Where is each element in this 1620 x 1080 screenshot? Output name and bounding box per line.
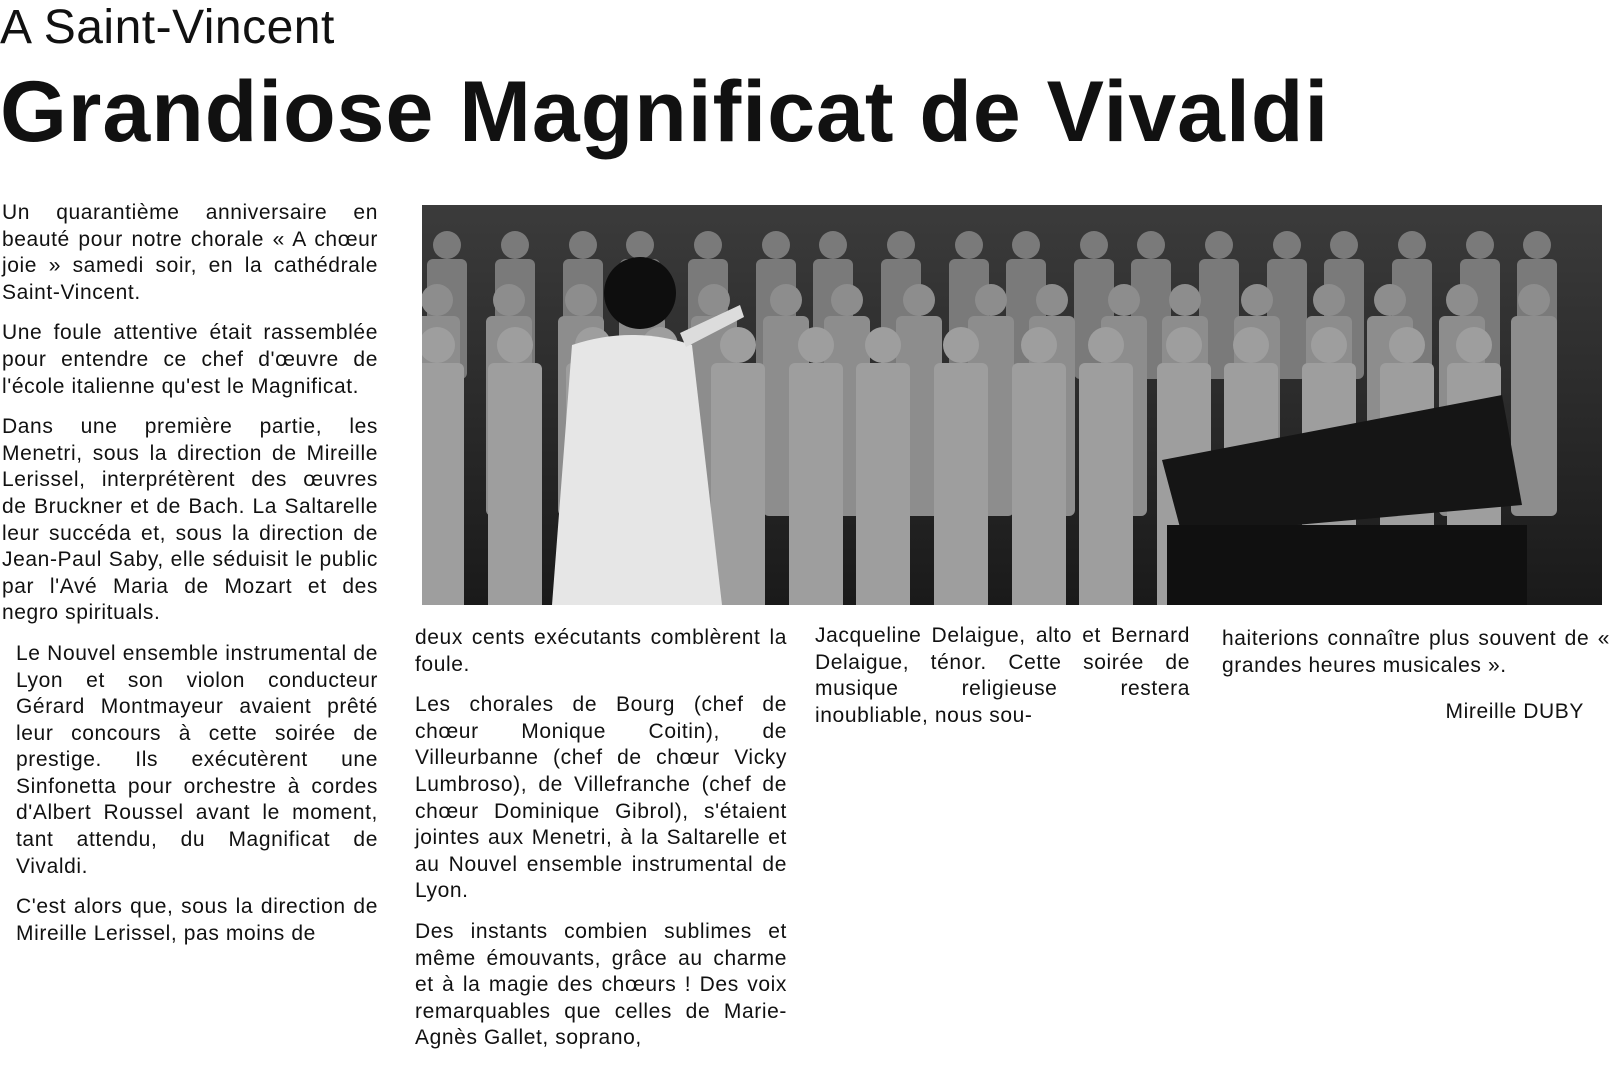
chorister-head <box>1036 284 1068 316</box>
paragraph: Les chorales de Bourg (chef de chœur Monique Coitin), de Villeurbanne (chef de chœur Vicky Lumbroso), de Villefranche (chef de chœur Dominique Gibrol), s'étaient jointes aux Menetri, à la Saltarelle et au Nouvel ensemble instrumental de Lyon. <box>415 693 787 903</box>
chorister-head <box>1389 327 1425 363</box>
chorister-robe <box>1012 363 1066 605</box>
paragraph: deux cents exécutants comblèrent la foule. <box>415 626 787 676</box>
paragraph: haiterions connaître plus souvent de « grandes heures musicales ». <box>1222 627 1610 677</box>
chorister-head <box>694 231 722 259</box>
chorister-head <box>1205 231 1233 259</box>
paragraph: Une foule attentive était rassemblée pour entendre ce chef d'œuvre de l'école italienne qu'est le Magnificat. <box>2 321 378 398</box>
paragraph: Des instants combien sublimes et même émouvants, grâce au charme et à la magie des chœurs ! Des voix remarquables que celles de Marie-Agnès Gallet, soprano, <box>415 919 787 1050</box>
choir-photo <box>422 205 1602 605</box>
chorister-robe <box>1079 363 1133 605</box>
paragraph: Un quarantième anniversaire en beauté pour notre chorale « A chœur joie » samedi soir, en la cathédrale Saint-Vincent. <box>2 201 378 304</box>
chorister-robe <box>934 363 988 605</box>
chorister-head <box>501 231 529 259</box>
paragraph: Dans une première partie, les Menetri, sous la direction de Mireille Lerissel, interprétèrent des œuvres de Bruckner et de Bach. La Saltarelle leur succéda et, sous la direction de Jean-Paul Saby, elle séduisit le public par l'Avé Maria de Mozart et des negro spirituals. <box>2 415 378 625</box>
chorister-head <box>1330 231 1358 259</box>
article-headline: Grandiose Magnificat de Vivaldi <box>0 64 1330 160</box>
chorister-head <box>955 231 983 259</box>
chorister-head <box>975 284 1007 316</box>
chorister-head <box>1233 327 1269 363</box>
paragraph: C'est alors que, sous la direction de Mireille Lerissel, pas moins de <box>16 895 378 945</box>
article-byline: Mireille DUBY <box>1445 700 1584 724</box>
chorister-head <box>497 327 533 363</box>
chorister-head <box>698 284 730 316</box>
chorister-head <box>433 231 461 259</box>
chorister-head <box>1108 284 1140 316</box>
paragraph: Le Nouvel ensemble instrumental de Lyon et son violon conducteur Gérard Montmayeur avaient prêté leur concours à cette soirée de prestige. Ils exécutèrent une Sinfonetta pour orchestre à cordes d'Albert Roussel avant le moment, tant attendu, du Magnificat de Vivaldi. <box>16 641 378 878</box>
chorister-head <box>762 231 790 259</box>
article-column-3 <box>815 623 1190 743</box>
chorister-head <box>865 327 901 363</box>
article-column-1 <box>2 200 378 961</box>
chorister-head <box>943 327 979 363</box>
article-column-4 <box>1222 626 1610 740</box>
chorister-head <box>1021 327 1057 363</box>
chorister-head <box>1374 284 1406 316</box>
chorister-head <box>903 284 935 316</box>
chorister-head <box>1241 284 1273 316</box>
chorister-head <box>1080 231 1108 259</box>
chorister-robe <box>711 363 765 605</box>
chorister-head <box>831 284 863 316</box>
chorister-head <box>1273 231 1301 259</box>
chorister-head <box>1456 327 1492 363</box>
chorister-head <box>493 284 525 316</box>
chorister-head <box>1137 231 1165 259</box>
chorister-head <box>1088 327 1124 363</box>
chorister-head <box>1169 284 1201 316</box>
chorister-head <box>1012 231 1040 259</box>
chorister-head <box>1446 284 1478 316</box>
article-kicker: A Saint-Vincent <box>0 1 335 54</box>
chorister-head <box>1518 284 1550 316</box>
chorister-head <box>1523 231 1551 259</box>
chorister-head <box>1311 327 1347 363</box>
chorister-robe <box>422 363 464 605</box>
chorister-head <box>770 284 802 316</box>
chorister-head <box>1313 284 1345 316</box>
chorister-head <box>798 327 834 363</box>
chorister-head <box>569 231 597 259</box>
chorister-head <box>422 284 453 316</box>
chorister-head <box>1166 327 1202 363</box>
chorister-head <box>819 231 847 259</box>
chorister-robe <box>488 363 542 605</box>
chorister-head <box>1398 231 1426 259</box>
chorister-head <box>626 231 654 259</box>
article-column-2 <box>415 625 787 1066</box>
chorister-head <box>1466 231 1494 259</box>
chorister-head <box>565 284 597 316</box>
chorister-robe <box>789 363 843 605</box>
chorister-head <box>887 231 915 259</box>
choir-photo-illustration <box>422 205 1602 605</box>
chorister-head <box>720 327 756 363</box>
chorister-robe <box>856 363 910 605</box>
paragraph: Jacqueline Delaigue, alto et Bernard Delaigue, ténor. Cette soirée de musique religieuse restera inoubliable, nous sou- <box>815 624 1190 727</box>
